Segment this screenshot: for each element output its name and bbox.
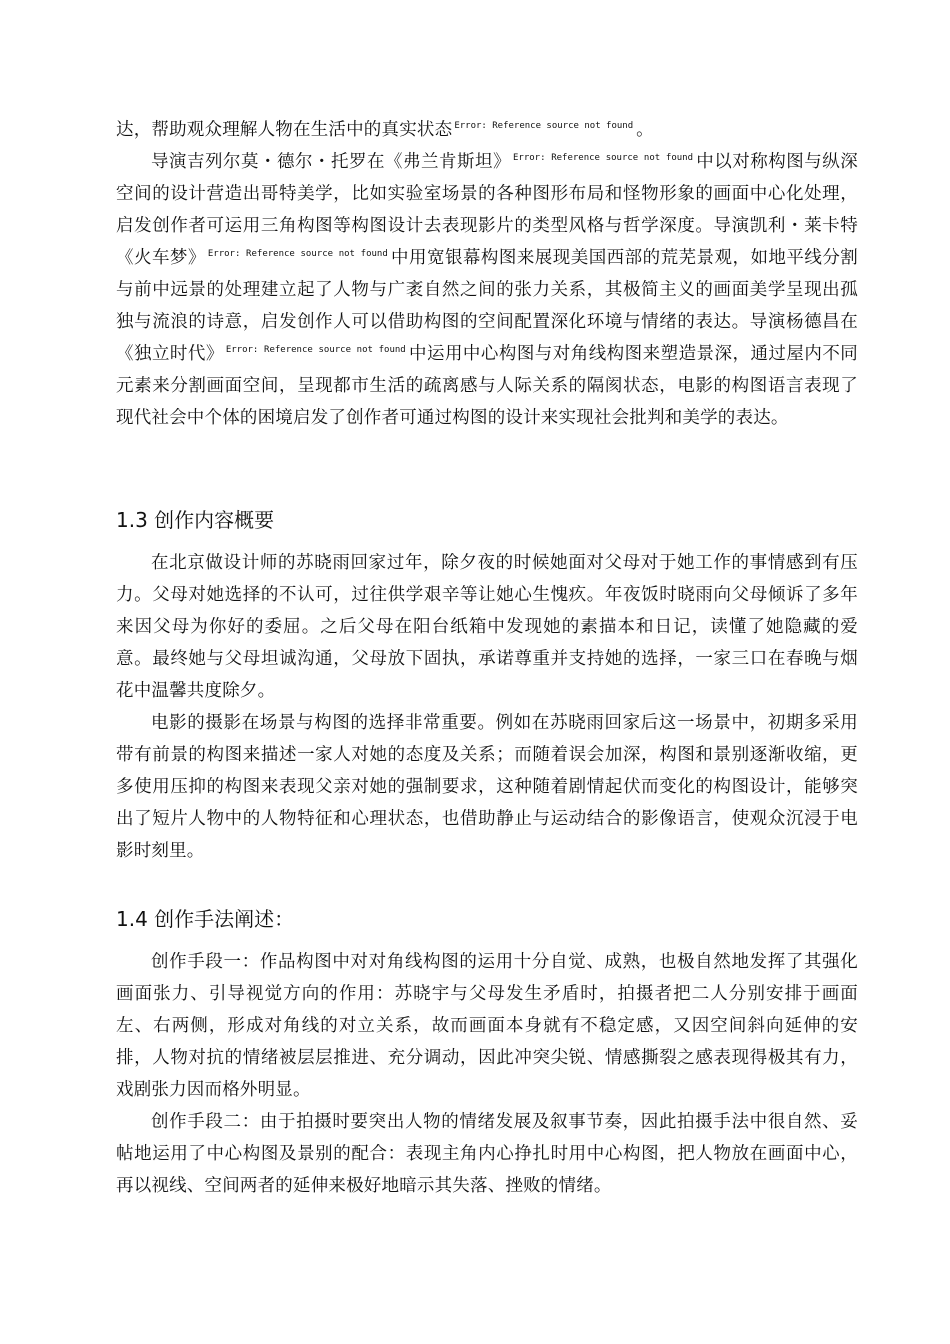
text-run: 。 bbox=[636, 120, 654, 140]
intro-paragraph-end bbox=[116, 114, 858, 146]
reference-error-marker: Error: Reference source not found bbox=[454, 121, 634, 131]
reference-error-marker: Error: Reference source not found bbox=[512, 153, 693, 163]
method-paragraph-2: 创作手段二：由于拍摄时要突出人物的情绪发展及叙事节奏，因此拍摄手法中很自然、妥帖地运用了中心构图及景别的配合：表现主角内心挣扎时用中心构图，把人物放在画面中心，再以视线、空间两者的延伸来极好地暗示其失落、挫败的情绪。 bbox=[116, 1112, 858, 1196]
text-run: 中以对称构图与纵深空间的设计营造出哥特美学，比如实验室场景的各种图形布局和怪物形象的画面中心化处理，启发创作者可运用三角构图等构图设计去表现影片的类型风格与哲学深度。导演凯利・莱卡特《火车梦》 bbox=[116, 152, 858, 268]
method-paragraph-1: 创作手段一：作品构图中对对角线构图的运用十分自觉、成熟，也极自然地发挥了其强化画面张力、引导视觉方向的作用：苏晓宇与父母发生矛盾时，拍摄者把二人分别安排于画面左、右两侧，形成对角线的对立关系，故而画面本身就有不稳定感，又因空间斜向延伸的安排，人物对抗的情绪被层层推进、充分调动，因此冲突尖锐、情感撕裂之感表现得极其有力，戏剧张力因而格外明显。 bbox=[116, 952, 858, 1100]
summary-paragraph-2: 电影的摄影在场景与构图的选择非常重要。例如在苏晓雨回家后这一场景中，初期多采用带有前景的构图来描述一家人对她的态度及关系；而随着误会加深，构图和景别逐渐收缩，更多使用压抑的构图来表现父亲对她的强制要求，这种随着剧情起伏而变化的构图设计，能够突出了短片人物中的人物特征和心理状态，也借助静止与运动结合的影像语言，使观众沉浸于电影时刻里。 bbox=[116, 713, 858, 861]
reference-error-marker: Error: Reference source not found bbox=[207, 249, 388, 259]
references-paragraph bbox=[116, 146, 858, 434]
reference-error-marker: Error: Reference source not found bbox=[225, 345, 406, 355]
text-run: 导演吉列尔莫・德尔・托罗在《弗兰肯斯坦》 bbox=[151, 152, 511, 172]
text-run: 达，帮助观众理解人物在生活中的真实状态 bbox=[116, 120, 453, 140]
section-heading-1-4: 1.4 创作手法阐述： bbox=[116, 907, 295, 931]
text-run: 中运用中心构图与对角线构图来塑造景深，通过屋内不同元素来分割画面空间，呈现都市生活的疏离感与人际关系的隔阂状态，电影的构图语言表现了现代社会中个体的困境启发了创作者可通过构图的设计来实现社会批判和美学的表达。 bbox=[116, 344, 859, 428]
summary-paragraph-1: 在北京做设计师的苏晓雨回家过年，除夕夜的时候她面对父母对于她工作的事情感到有压力。父母对她选择的不认可，过往供学艰辛等让她心生愧疚。年夜饭时晓雨向父母倾诉了多年来因父母为你好的委屈。之后父母在阳台纸箱中发现她的素描本和日记，读懂了她隐藏的爱意。最终她与父母坦诚沟通，父母放下固执，承诺尊重并支持她的选择，一家三口在春晚与烟花中温馨共度除夕。 bbox=[116, 553, 858, 701]
text-run: 中用宽银幕构图来展现美国西部的荒芜景观，如地平线分割与前中远景的处理建立起了人物与广袤自然之间的张力关系，其极简主义的画面美学呈现出孤独与流浪的诗意，启发创作人可以借助构图的空间配置深化环境与情绪的表达。导演杨德昌在《独立时代》 bbox=[116, 248, 859, 364]
section-heading-1-3: 1.3 创作内容概要 bbox=[116, 508, 275, 532]
